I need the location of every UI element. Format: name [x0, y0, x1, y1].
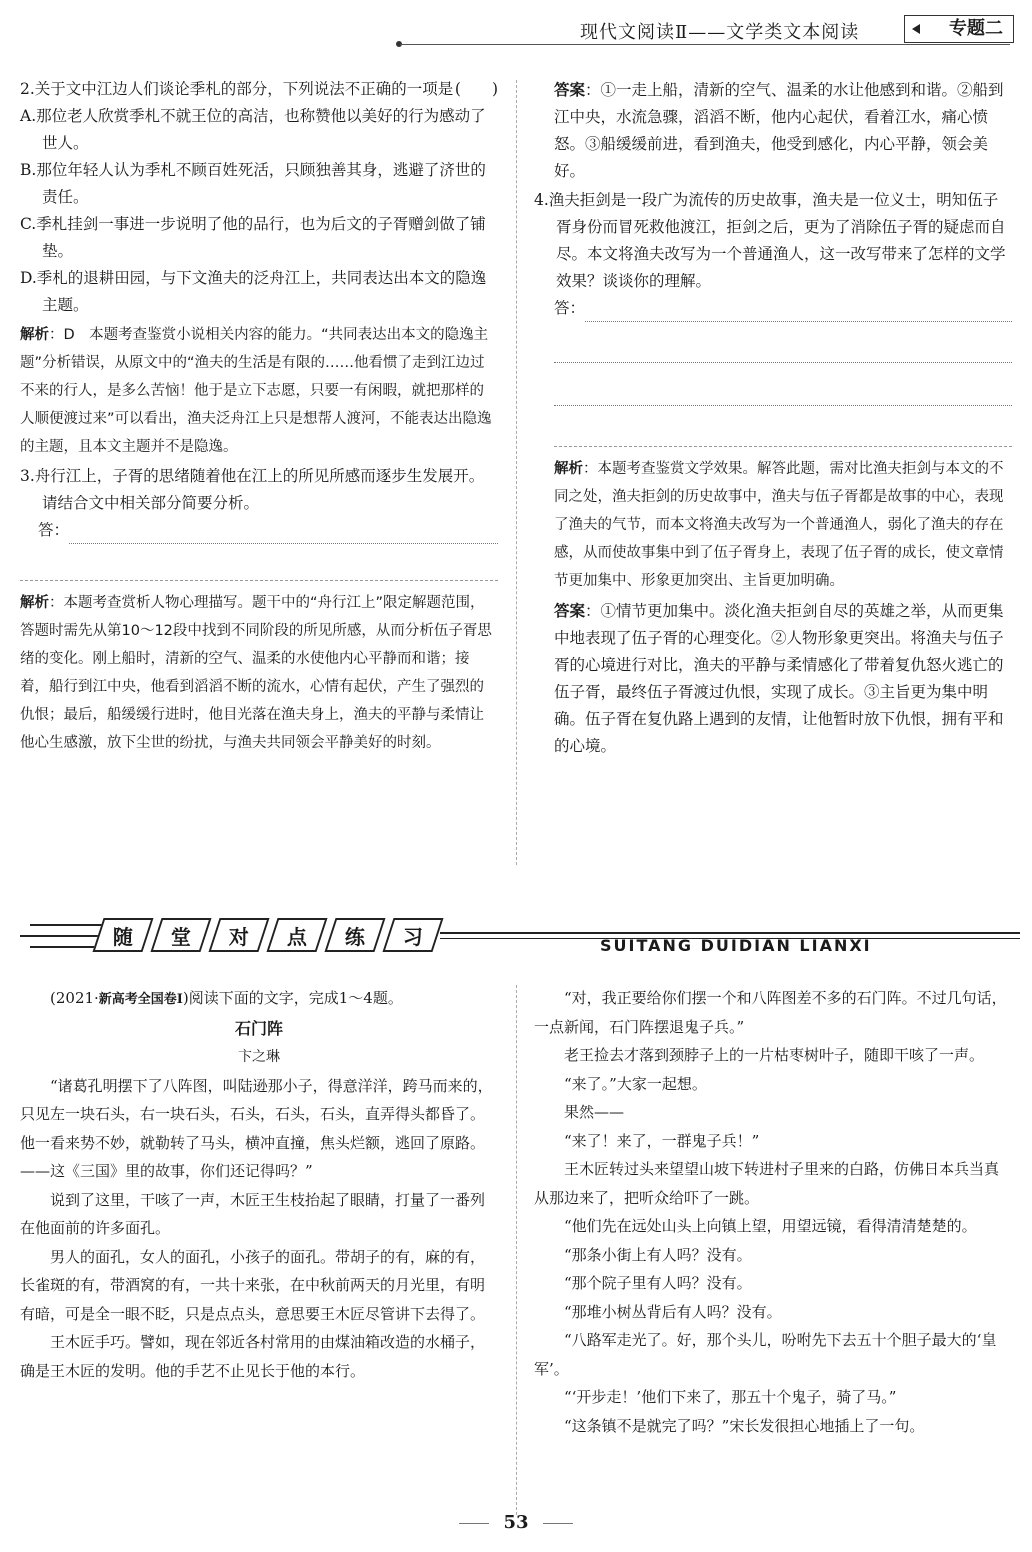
passage-author: 卞之琳 — [238, 1049, 280, 1065]
passage-paragraph: “来了！来了，一群鬼子兵！” — [564, 1131, 760, 1150]
passage-paragraph: “八路军走光了。好，那个头儿，吩咐先下去五十个胆子最大的‘皇军’。 — [534, 1331, 997, 1378]
passage-paragraph: 王木匠手巧。譬如，现在邻近各村常用的由煤油箱改造的水桶子，确是王木匠的发明。他的手艺不止见长于他的本行。 — [20, 1333, 486, 1380]
question-2 — [20, 76, 498, 103]
question-2-option-d: D.季札的退耕田园，与下文渔夫的泛舟江上，共同表达出本文的隐逸主题。 — [20, 269, 487, 314]
passage-paragraph: 男人的面孔，女人的面孔，小孩子的面孔。带胡子的有，麻的有，长雀斑的有，带酒窝的有，一共十来张，在中秋前两天的月光里，有明有暗，可是全一眼不眨，只是点点头，意思要王木匠尽管讲下去得了。 — [20, 1247, 486, 1323]
separator — [20, 580, 498, 589]
header-badge — [904, 15, 1014, 43]
question-2-paren: ( ) — [454, 80, 498, 98]
left-column — [20, 76, 498, 757]
answer-line — [69, 517, 498, 544]
question-2-stem: 2.关于文中江边人们谈论季札的部分，下列说法不正确的一项是 — [20, 80, 454, 98]
banner-char: 习 — [382, 918, 443, 952]
passage-intro — [20, 984, 498, 1015]
passage-paragraph: 王木匠转过头来望望山坡下转进村子里来的白路，仿佛日本兵当真从那边来了，把听众给吓了一跳。 — [534, 1160, 1000, 1207]
answer-line — [554, 363, 1012, 406]
right-column — [534, 76, 1012, 760]
question-3-analysis — [20, 589, 498, 757]
banner-char: 堂 — [150, 918, 211, 952]
page-header — [0, 0, 1032, 50]
question-2-analysis — [20, 321, 498, 461]
answer-text: ：①情节更加集中。淡化渔夫拒剑自尽的英雄之举，从而更集中地表现了伍子胥的心理变化。②人物形象更突出。将渔夫与伍子胥的心境进行对比，渔夫的平静与柔情感化了带着复仇怒火逃亡的伍子胥，最终伍子胥渡过仇恨，实现了成长。③主旨更为集中明确。伍子胥在复仇路上遇到的友情，让他暂时放下仇恨，拥有平和的心境。 — [554, 602, 1004, 755]
question-4-answer-area[interactable] — [554, 295, 1012, 322]
analysis-text: ：本题考查鉴赏文学效果。解答此题，需对比渔夫拒剑与本文的不同之处，渔夫拒剑的历史故事中，渔夫与伍子胥都是故事的中心，表现了渔夫的气节，而本文将渔夫改写为一个普通渔人，弱化了渔夫的存在感，从而使故事集中到了伍子胥身上，表现了伍子胥的成长，使文章情节更加集中、形象更加突出、主旨更加明确。 — [554, 461, 1004, 589]
section-banner — [20, 912, 1020, 960]
banner-char: 随 — [92, 918, 153, 952]
page-number: 53 — [503, 1512, 529, 1533]
footer-rule — [543, 1523, 573, 1524]
question-4-analysis — [534, 455, 1012, 595]
header-badge-label: 专题二 — [949, 18, 1003, 39]
banner-rule — [440, 932, 1020, 934]
passage-title: 石门阵 — [234, 1018, 283, 1038]
passage-paragraph: 果然—— — [564, 1103, 625, 1121]
answer-prompt: 答： — [554, 299, 586, 317]
passage-paragraph: “诸葛孔明摆下了八阵图，叫陆逊那小子，得意洋洋，跨马而来的，只见左一块石头，右一块石头，石头，石头，石头，直弄得头都昏了。他一看来势不妙，就勒转了马头，横冲直撞，焦头烂额，逃回了原路。——这《三国》里的故事，你们还记得吗？” — [20, 1076, 493, 1180]
answer-text: ：①一走上船，清新的空气、温柔的水让他感到和谐。②船到江中央，水流急骤，滔滔不断，他内心起伏，看着江水，痛心愤怒。③船缓缓前进，看到渔夫，他受到感化，内心平静，领会美好。 — [554, 81, 1004, 180]
passage-paragraph: “对，我正要给你们摆一个和八阵图差不多的石门阵。不过几句话，一点新闻，石门阵摆退鬼子兵。” — [534, 989, 1007, 1036]
intro-suffix: )阅读下面的文字，完成1～4题。 — [182, 989, 403, 1007]
page-footer — [0, 1512, 1032, 1533]
answer-line — [585, 295, 1012, 322]
passage-paragraph: “那个院子里有人吗？没有。 — [564, 1274, 752, 1292]
passage-paragraph: “他们先在远处山头上向镇上望，用望远镜，看得清清楚楚的。 — [564, 1217, 977, 1235]
analysis-label: 解析 — [20, 595, 49, 611]
passage-paragraph: “那堆小树丛背后有人吗？没有。 — [564, 1302, 782, 1321]
question-3-answer — [534, 76, 1012, 185]
header-rule — [400, 44, 1010, 45]
question-3-answer-area[interactable] — [38, 517, 498, 544]
banner-char: 对 — [208, 918, 269, 952]
analysis-text: ：D 本题考查鉴赏小说相关内容的能力。“共同表达出本文的隐逸主题”分析错误，从原文中的“渔夫的生活是有限的……他看惯了走到江边过不来的行人，是多么苦恼！他于是立下志愿，只要一有闲暇，就把那样的人顺便渡过来”可以看出，渔夫泛舟江上只是想帮人渡河，不能表达出隐逸的主题，且本文主题并不是隐逸。 — [20, 327, 492, 455]
banner-char: 点 — [266, 918, 327, 952]
question-2-option-b: B.那位年轻人认为季札不顾百姓死活，只顾独善其身，逃避了济世的责任。 — [20, 161, 486, 206]
banner-english: SUITANG DUIDIAN LIANXI — [600, 936, 872, 955]
passage-left-column — [20, 984, 498, 1385]
footer-rule — [459, 1523, 489, 1524]
passage-paragraph: “‘开步走！’他们下来了，那五十个鬼子，骑了马。” — [564, 1388, 897, 1406]
analysis-text: ：本题考查赏析人物心理描写。题干中的“舟行江上”限定解题范围，答题时需先从第10～12段中找到不同阶段的所见所感，从而分析伍子胥思绪的变化。刚上船时，清新的空气、温柔的水使他内心平静而和谐；接着，船行到江中央，他看到滔滔不断的流水，心情有起伏，产生了强烈的仇恨；最后，船缓缓行进时，他目光落在渔夫身上，渔夫的平静与柔情让他心生感激，放下尘世的纷扰，与渔夫共同领会平静美好的时刻。 — [20, 595, 492, 751]
banner-char: 练 — [324, 918, 385, 952]
passage-paragraph: “那条小街上有人吗？没有。 — [564, 1245, 752, 1264]
column-divider — [516, 985, 518, 1515]
analysis-label: 解析 — [554, 461, 583, 477]
question-2-option-a: A.那位老人欣赏季札不就王位的高洁，也称赞他以美好的行为感动了世人。 — [20, 107, 486, 152]
banner-title — [98, 918, 446, 954]
question-2-option-c: C.季札挂剑一事进一步说明了他的品行，也为后文的子胥赠剑做了铺垫。 — [20, 215, 486, 260]
column-divider — [516, 80, 518, 865]
header-title: 现代文阅读Ⅱ——文学类文本阅读 — [580, 22, 860, 43]
answer-label: 答案 — [554, 601, 586, 620]
answer-line — [554, 322, 1012, 363]
passage-paragraph: “来了。”大家一起想。 — [564, 1074, 707, 1093]
question-4-answer — [534, 597, 1012, 760]
passage-paragraph: “这条镇不是就完了吗？”宋长发很担心地插上了一句。 — [564, 1416, 925, 1435]
answer-label: 答案 — [554, 80, 586, 99]
answer-prompt: 答： — [38, 521, 70, 539]
separator — [554, 446, 1012, 455]
triangle-left-icon — [912, 24, 920, 34]
passage-paragraph: 说到了这里，干咳了一声，木匠王生枝抬起了眼睛，打量了一番列在他面前的许多面孔。 — [20, 1190, 486, 1237]
passage-right-column — [534, 984, 1012, 1440]
question-4: 4.渔夫拒剑是一段广为流传的历史故事，渔夫是一位义士，明知伍子胥身份而冒死救他渡江，拒剑之后，更为了消除伍子胥的疑虑而自尽。本文将渔夫改写为一个普通渔人，这一改写带来了怎样的文学效果？谈谈你的理解。 — [534, 191, 1006, 290]
intro-prefix: (2021· — [50, 989, 99, 1007]
analysis-label: 解析 — [20, 327, 49, 343]
passage-paragraph: 老王捡去才落到颈脖子上的一片枯枣树叶子，随即干咳了一声。 — [564, 1046, 985, 1064]
question-3: 3.舟行江上，子胥的思绪随着他在江上的所见所感而逐步生发展开。请结合文中相关部分简要分析。 — [20, 467, 485, 512]
intro-source: 新高考全国卷Ⅰ — [98, 992, 183, 1007]
